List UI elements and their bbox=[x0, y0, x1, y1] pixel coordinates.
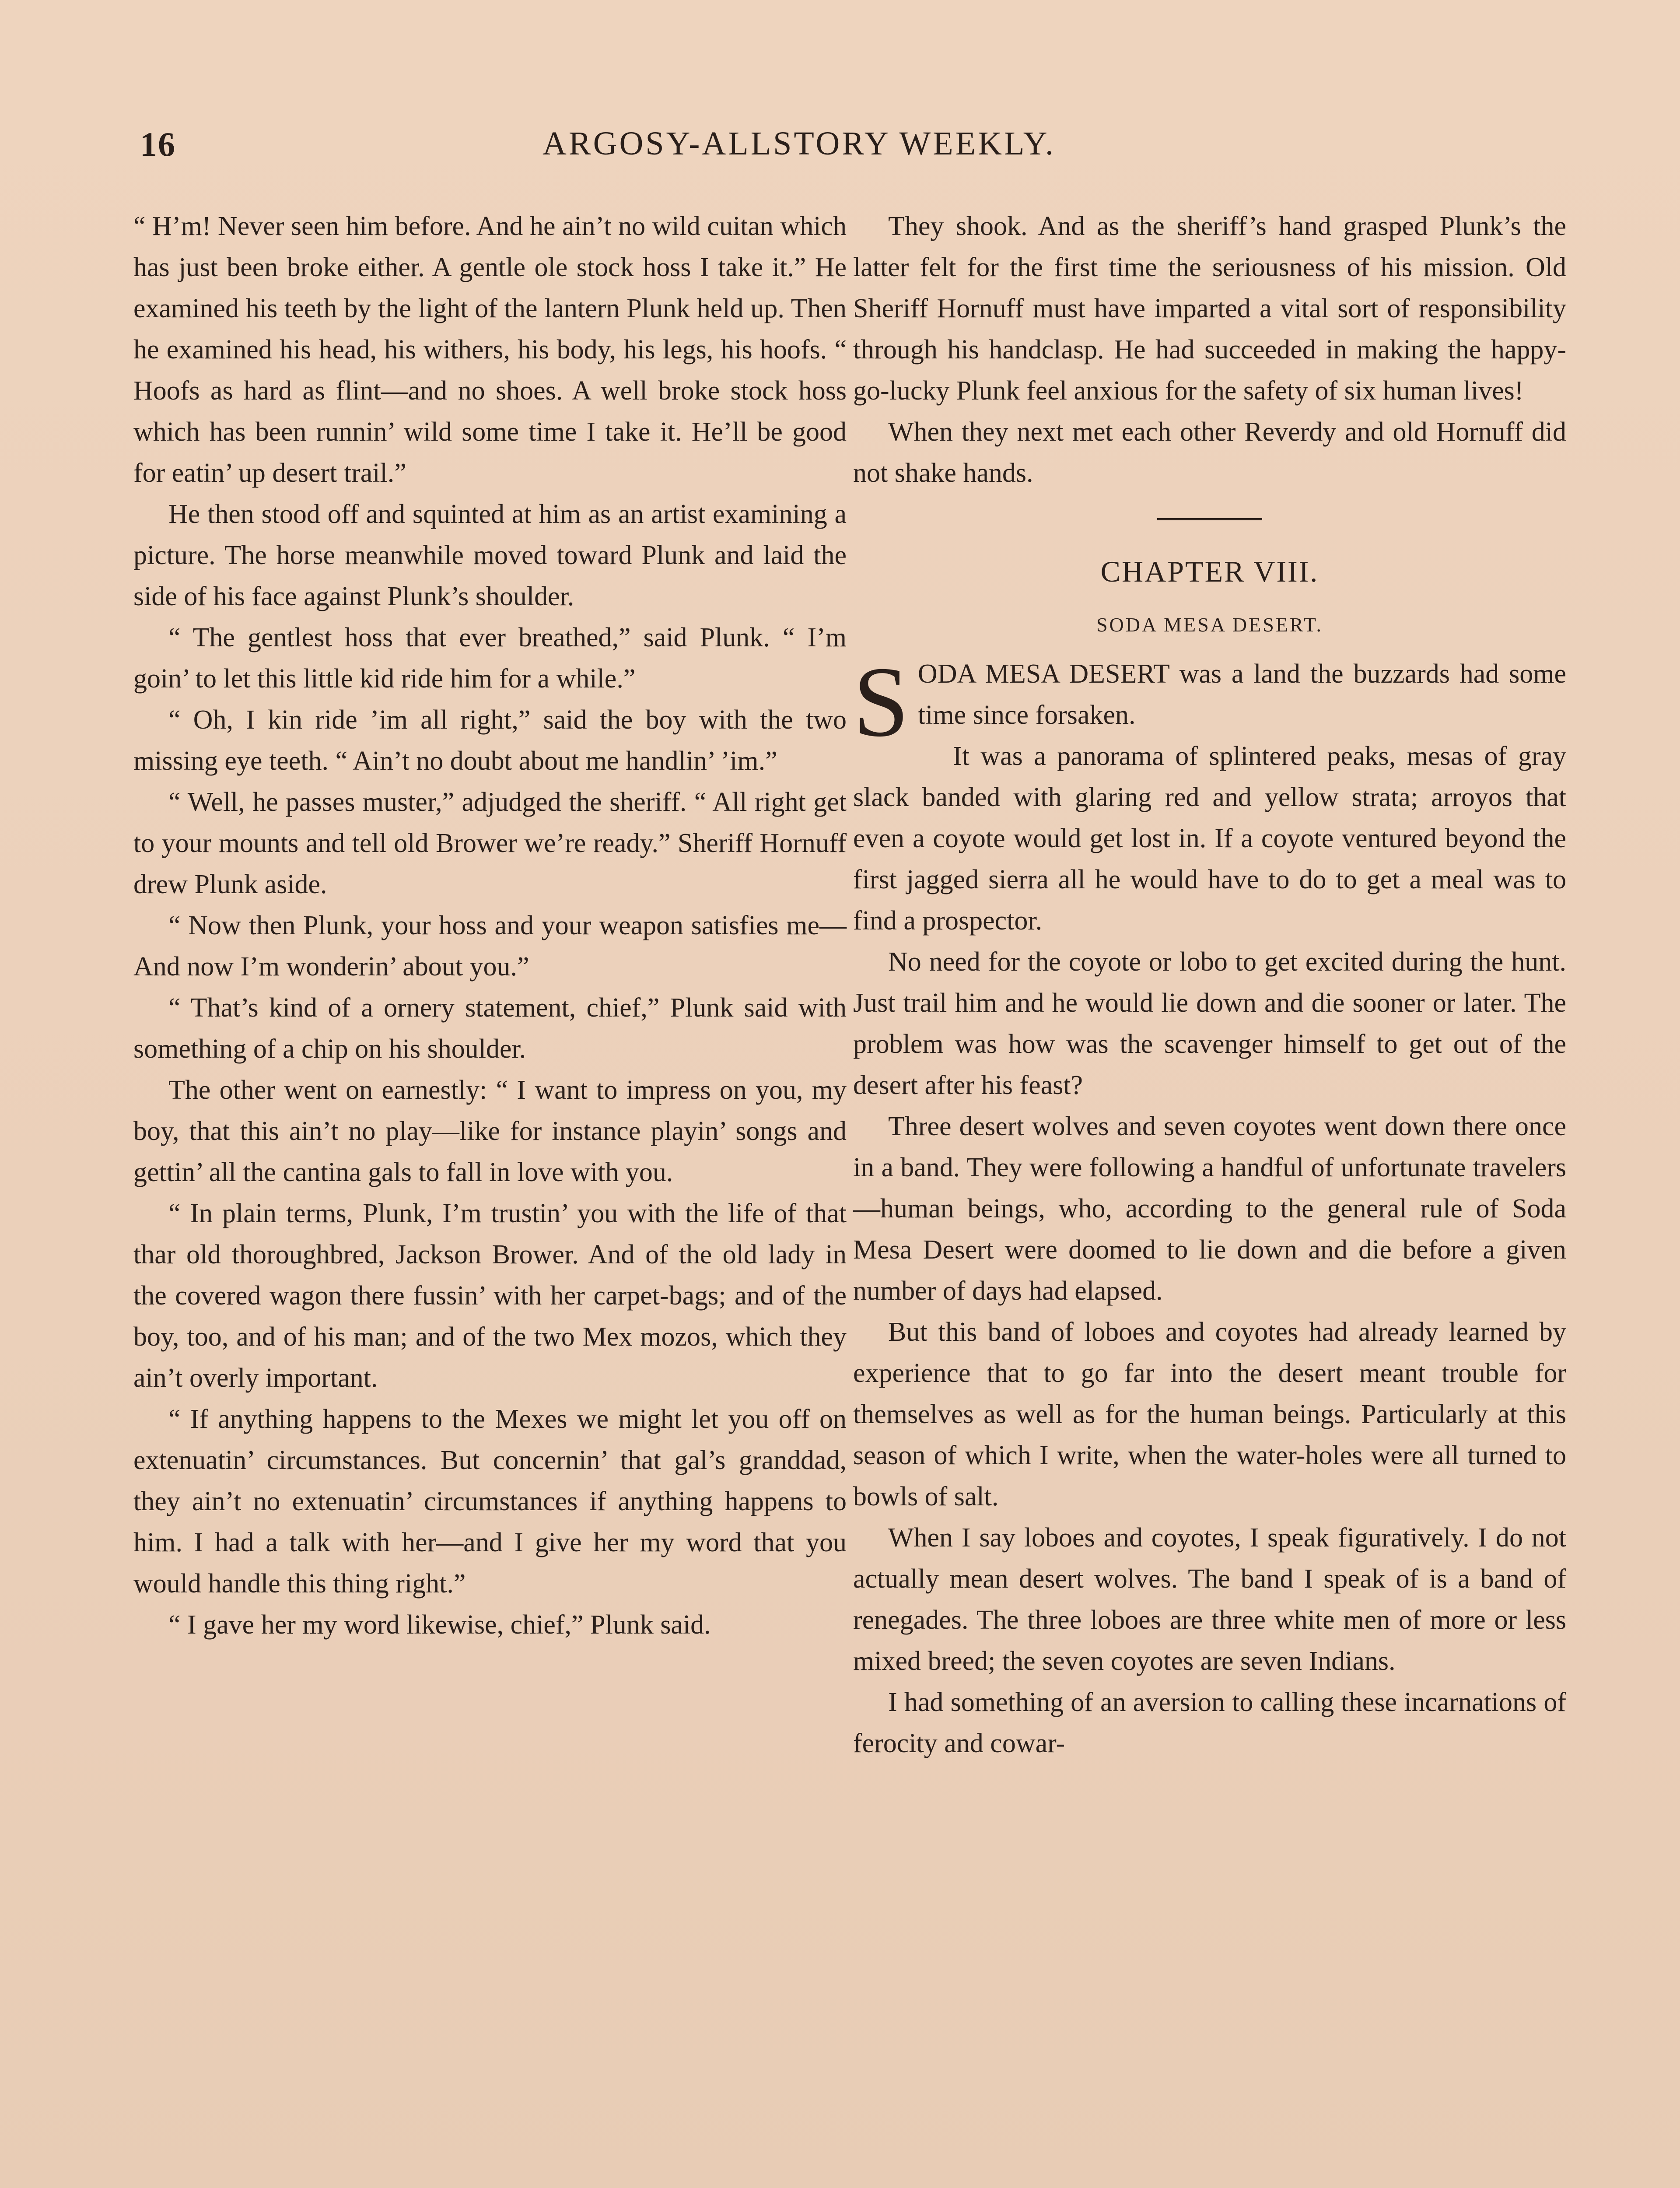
chapter-subtitle: SODA MESA DESERT. bbox=[1096, 614, 1323, 636]
running-head: ARGOSY-ALLSTORY WEEKLY. bbox=[542, 125, 1056, 162]
paragraph: When I say loboes and coyotes, I speak figuratively. I do not actually mean desert wolves. The band I speak of is a band of renegades. The three loboes are three white men of more or less mixed breed; the seven coyotes are seven Indians. bbox=[853, 1523, 1566, 1676]
paragraph: It was a panorama of splintered peaks, mesas of gray slack banded with glaring red and yellow strata; arroyos that even a coyote would get lost in. If a coyote ventured beyond the first jagged sierra all he would have to do to get a meal was to find a prospector. bbox=[853, 741, 1566, 936]
page-number: 16 bbox=[140, 125, 176, 163]
paragraph: “ Now then Plunk, your hoss and your weapon satisfies me—And now I’m wonderin’ about you.” bbox=[133, 911, 847, 982]
chapter-title: CHAPTER VIII. bbox=[1100, 555, 1319, 588]
paragraph: Three desert wolves and seven coyotes went down there once in a band. They were following a handful of unfortunate travelers—human beings, who, according to the general rule of Soda Mesa Desert were doomed to lie down and die before a given number of days had elapsed. bbox=[853, 1112, 1566, 1306]
paragraph: “ I gave her my word likewise, chief,” Plunk said. bbox=[168, 1610, 711, 1640]
page-header bbox=[0, 125, 1680, 173]
left-column bbox=[133, 206, 847, 1645]
paragraph: “ Well, he passes muster,” adjudged the sheriff. “ All right get to your mounts and tell old Brower we’re ready.” Sheriff Hornuff drew Plunk aside. bbox=[133, 787, 847, 899]
paragraph: “ The gentlest hoss that ever breathed,” said Plunk. “ I’m goin’ to let this little kid ride him for a while.” bbox=[133, 623, 847, 694]
paragraph: “ If anything happens to the Mexes we might let you off on extenuatin’ circumstances. But concernin’ that gal’s granddad, they ain’t no extenuatin’ circumstances if anything happens to him. I had a talk with her—and I give her my word that you would handle this thing right.” bbox=[133, 1404, 847, 1599]
paragraph: No need for the coyote or lobo to get excited during the hunt. Just trail him and he would lie down and die sooner or later. The problem was how was the scavenger himself to get out of the desert after his feast? bbox=[853, 947, 1566, 1100]
drop-cap: S bbox=[853, 646, 909, 757]
paragraph: When they next met each other Reverdy and old Hornuff did not shake hands. bbox=[853, 417, 1566, 488]
chapter-opening-paragraph bbox=[853, 646, 1566, 757]
paragraph: The other went on earnestly: “ I want to impress on you, my boy, that this ain’t no play—like for instance playin’ songs and gettin’ all the cantina gals to fall in love with you. bbox=[133, 1075, 847, 1187]
paragraph: They shook. And as the sheriff’s hand grasped Plunk’s the latter felt for the first time the seriousness of his mission. Old Sheriff Hornuff must have imparted a vital sort of responsibility through his handclasp. He had succeeded in making the happy-go-lucky Plunk feel anxious for the safety of six human lives! bbox=[853, 211, 1566, 406]
paragraph: “ Oh, I kin ride ’im all right,” said the boy with the two missing eye teeth. “ Ain’t no doubt about me handlin’ ’im.” bbox=[133, 705, 847, 776]
section-divider bbox=[1157, 518, 1262, 520]
paragraph: “ That’s kind of a ornery statement, chief,” Plunk said with something of a chip on his shoulder. bbox=[133, 993, 847, 1064]
paragraph: “ In plain terms, Plunk, I’m trustin’ you with the life of that thar old thoroughbred, Jackson Brower. And of the old lady in the covered wagon there fussin’ with her carpet-bags; and of the boy, too, and of his man; and of the two Mex mozos, which they ain’t overly important. bbox=[133, 1199, 847, 1393]
paragraph: “ H’m! Never seen him before. And he ain’t no wild cuitan which has just been broke either. A gentle ole stock hoss I take it.” He examined his teeth by the light of the lantern Plunk held up. Then he examined his head, his withers, his body, his legs, his hoofs. “ Hoofs as hard as flint—and no shoes. A well broke stock hoss which has been runnin’ wild some time I take it. He’ll be good for eatin’ up desert trail.” bbox=[133, 211, 847, 488]
paragraph: He then stood off and squinted at him as an artist examining a picture. The horse meanwhile moved toward Plunk and laid the side of his face against Plunk’s shoulder. bbox=[133, 499, 847, 611]
paragraph: I had something of an aversion to calling these incarnations of ferocity and cowar- bbox=[853, 1687, 1566, 1758]
paragraph: But this band of loboes and coyotes had already learned by experience that to go far into the desert meant trouble for themselves as well as for the human beings. Particularly at this season of which I write, when the water-holes were all turned to bowls of salt. bbox=[853, 1317, 1566, 1511]
right-column bbox=[853, 206, 1566, 1764]
chapter-opening-text: ODA MESA DESERT was a land the buzzards had some time since forsaken. bbox=[917, 659, 1566, 730]
